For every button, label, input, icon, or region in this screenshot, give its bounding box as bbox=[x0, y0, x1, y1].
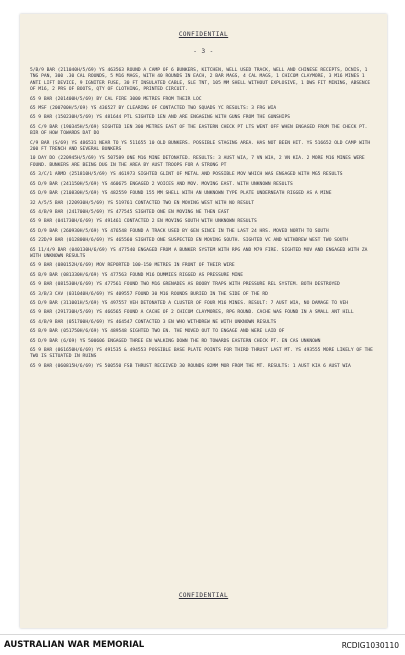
log-entry: 65 4/B/9 BAR (241700H/5/69) YS 477545 SIGHTED ONE EN MOVING NE THEN EAST bbox=[30, 209, 230, 215]
classification-header: CONFIDENTIAL bbox=[178, 31, 229, 38]
log-entry: 65 9 BAR (041730H/6/69) YS 491461 CONTACTED 2 EN MOVING SOUTH WITH UNKNOWN RESULTS bbox=[30, 219, 257, 225]
log-entry: 65 9 BAR (060815H/6/69) YS 500550 FSB THRUST RECEIVED 30 ROUNDS 82MM MOR FROM THE MT. RESULTS: 1 AUST KIA 6 AUST WIA bbox=[30, 363, 351, 369]
log-entry: 65 9 BAR (150230H/5/69) YS 481644 PTL SIGHTED 1EN AND ARE ENGAGING WITH GUNS FROM THE GUNSHIPS bbox=[30, 115, 290, 121]
log-entries bbox=[30, 68, 378, 373]
log-entry: C/9 BAR (S/69) YS 486531 NEAR TO YS 511655 10 OLD BUNKERS. POSSIBLE STAGING AREA. HAS NOT BEEN HIT. YS 516652 OLD CAMP WITH 200 FT TRENCH AND SEVERAL BUNKERS bbox=[30, 140, 371, 153]
log-entry: 65 9 BAR (201400H/5/69) BY CAL FIRE 3000 METRES FROM THEIR LOC bbox=[30, 96, 202, 102]
log-entry: 65 22D/9 BAR (012800H/6/69) YS 465560 SIGHTED ONE SUSPECTED EN MOVING SOUTH. SIGHTED VC AND WITHDREW WEST TWO SOUTH bbox=[30, 238, 349, 244]
classification-footer: CONFIDENTIAL bbox=[178, 592, 229, 599]
log-entry: 5/B/9 BAR (211040H/5/69) YS 463563 ROUND A CAMP OF 6 BUNKERS, KITCHEN, WELL USED TRACK, WELL AND CHINESE RECEPTS, DCNIS, 1 TNG PAN, 300 .30 CAL ROUNDS, 5 M16 MAGS, WITH 40 ROUNDS IN EACH, 2 BAR MAGS, 4 CAL MAGS, 1 CHICOM CLAYMORE, 3 M16 MINES 1 ANTI LIFT DEVICE, 9 IGNITER FUSE, 30 FT INSULATED CABLE, SLE TNT, 105 MM SHELL WITHOUT EXPLOSIVE, 1 DWS FIT MINING, ABSENCE OF M16, 2 PRS OF BOOTS, QTY OF CLOTHING, PRINTED CIRCUIT. bbox=[30, 68, 371, 93]
log-entry: 65 B/9 BAR (051750H/6/69) YS 489548 SIGHTED TWO EN. THE MOVED OUT TO ENGAGE AND WERE LAID OF bbox=[30, 329, 285, 335]
archive-footer-bar bbox=[0, 634, 405, 655]
log-entry: 65 9 BAR (291730H/5/69) YS 466565 FOUND A CACHE OF 2 CHICOM CLAYMORES, RPG ROUND. CACHE WAS FOUND IN A SMALL ANT HILL bbox=[30, 310, 354, 316]
log-entry: 10 DAY DO (220945H/5/69) YS 507589 ONE M16 MINE DETONATED. RESULTS: 3 AUST WIA, 7 VN WIA, 2 VN KIA. 2 MORE M16 MINES WERE FOUND. BUNKERS ARE BEING DUG IN THE AREA BY AUST TROOPS FOR A STRONG PT bbox=[30, 156, 365, 168]
document-page bbox=[20, 14, 387, 628]
log-entry: 65 3/C/1 ARMD (251810H/5/69) YS 461973 SIGHTED GLINT OF METAL AND POSSIBLE MOV WHICH WAS ENGAGED WITH MG5 RESULTS bbox=[30, 172, 343, 178]
log-entry: 65 C/9 BAR (190345H/5/69) SIGHTED 1EN 300 METRES EAST OF THE EASTERN CHECK PT LTS WENT OFF WHEN ENGAGED FROM THE CHECK PT. BIR OF HOW TOWARDS DAT DO bbox=[30, 124, 368, 137]
log-entry: 65 MSF (200700H/5/69) YS 436527 BY CLEARING OF CONTACTED TWO SQUADS YC RESULTS: 3 FRG WIA bbox=[30, 106, 277, 112]
record-reference: RCDIG1030110 bbox=[341, 641, 399, 650]
log-entry: 65 3/B/3 CAV (031040H/6/69) YS 409557 FOUND 30 M16 ROUNDS BURIED IN THE SIDE OF THE RD bbox=[30, 291, 268, 297]
log-entry: 65 9 BAR (081530H/6/69) YS 477561 FOUND TWO M16 GRENADES AS BOOBY TRAPS WITH PRESSURE REL SYSTEM. BOTH DESTROYED bbox=[30, 282, 340, 288]
log-entry: 65 D/9 BAR (241150H/5/69) YS 460675 ENGAGED 2 VOICES AND MOV. MOVING EAST. WITH UNKNOWN RESULTS bbox=[30, 181, 293, 187]
log-entry: 65 D/9 BAR (311001H/5/69) YS 497557 VEH DETONATED A CLUSTER OF FOUR M16 MINES. RESULT: 7 AUST WIA, NO DAMAGE TO VEH bbox=[30, 300, 349, 306]
log-entry: 65 11/4/9 BAR (040130H/6/69) YS 477540 ENGAGED FROM A BUNKER SYSTEM WITH RPG AND M79 FIRE. SIGHTED MOV AND ENGAGED WITH ZA WITH UNKNOWN RESULTS bbox=[30, 247, 368, 259]
log-entry: 65 D/9 BAR (210830H/5/69) YS 482559 FOUND 155 MM SHELL WITH AN UNKNOWN TYPE PLATE UNDERNEATH RIGGED AS A MINE bbox=[30, 191, 332, 197]
log-entry: 32 A/5/5 BAR (220930H/5/69) YS 519761 CONTACTED TWO EN MOVING WEST WITH NO RESULT bbox=[30, 200, 255, 206]
log-entry: 65 9 BAR (080152H/6/69) MOV REPORTED 100-150 METRES IN FRONT OF THEIR WIRE bbox=[30, 263, 235, 269]
log-entry: 65 4/B/9 BAR (051700H/6/69) YS 464547 CONTACTED 3 EN WHO WITHDREW NE WITH UNKNOWN RESULTS bbox=[30, 319, 277, 325]
log-entry: 65 D/9 BAR (260930H/5/69) YS 476548 FOUND A TRACK USED BY 6EN SINCE IN THE LAST 24 HRS. MOVED NORTH TO SOUTH bbox=[30, 228, 329, 234]
log-entry: 65 9 BAR (061650H/6/69) YS 491535 & 494553 POSSIBLE BASE PLATE POINTS FOR THIRD THRUST LAST MT. YS 493555 MORE LIKELY OF THE TWO IS SITUATED IN RUINS bbox=[30, 348, 373, 360]
page-number: - 3 - bbox=[193, 48, 214, 55]
log-entry: 65 B/9 BAR (081330H/6/69) YS 477563 FOUND M16 DUMMIES RIGGED AS PRESSURE MINE bbox=[30, 272, 243, 278]
institution-name: AUSTRALIAN WAR MEMORIAL bbox=[4, 640, 145, 650]
log-entry: 65 D/9 BAR (6/69) YS 500606 ENGAGED THREE EN WALKING DOWN THE RD TOWARDS EASTERN CHECK PT. EN CAS UNKNOWN bbox=[30, 338, 321, 344]
